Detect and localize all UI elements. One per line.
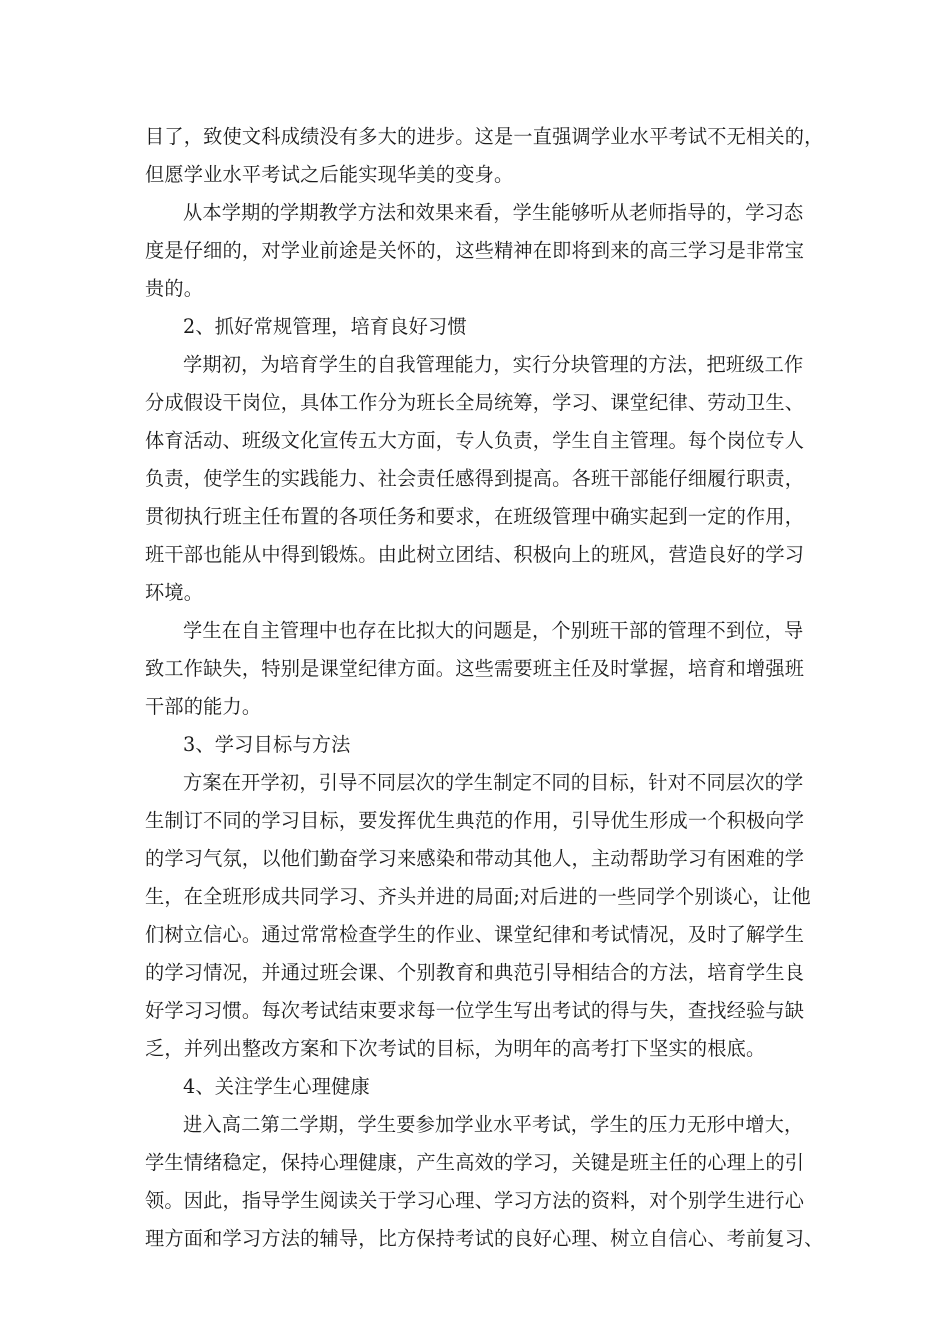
text-line: 4、关注学生心理健康 <box>183 1075 370 1098</box>
document-body <box>145 118 824 1258</box>
text-line: 干部的能力。 <box>145 695 262 718</box>
text-line: 领。因此，指导学生阅读关于学习心理、学习方法的资料，对个别学生进行心 <box>145 1189 805 1212</box>
text-line: 生，在全班形成共同学习、齐头并进的局面;对后进的一些同学个别谈心，让他 <box>145 885 811 908</box>
text-line: 贯彻执行班主任布置的各项任务和要求，在班级管理中确实起到一定的作用， <box>145 505 805 528</box>
text-line: 负责，使学生的实践能力、社会责任感得到提高。各班干部能仔细履行职责， <box>145 467 805 490</box>
text-line: 乏，并列出整改方案和下次考试的目标，为明年的高考打下坚实的根底。 <box>145 1037 766 1060</box>
text-line: 度是仔细的，对学业前途是关怀的，这些精神在即将到来的高三学习是非常宝 <box>145 239 805 262</box>
text-line: 环境。 <box>145 581 204 604</box>
text-line: 理方面和学习方法的辅导，比方保持考试的良好心理、树立自信心、考前复习、 <box>145 1227 824 1250</box>
text-line: 分成假设干岗位，具体工作分为班长全局统筹，学习、课堂纪律、劳动卫生、 <box>145 391 805 414</box>
text-line: 进入高二第二学期，学生要参加学业水平考试，学生的压力无形中增大， <box>183 1113 804 1136</box>
text-line: 学生情绪稳定，保持心理健康，产生高效的学习，关键是班主任的心理上的引 <box>145 1151 805 1174</box>
text-line: 班干部也能从中得到锻炼。由此树立团结、积极向上的班风，营造良好的学习 <box>145 543 805 566</box>
text-line: 致工作缺失，特别是课堂纪律方面。这些需要班主任及时掌握，培育和增强班 <box>145 657 805 680</box>
text-line: 学期初，为培育学生的自我管理能力，实行分块管理的方法，把班级工作 <box>183 353 804 376</box>
text-line: 体育活动、班级文化宣传五大方面，专人负责，学生自主管理。每个岗位专人 <box>145 429 805 452</box>
text-line: 从本学期的学期教学方法和效果来看，学生能够听从老师指导的，学习态 <box>183 201 804 224</box>
text-line: 好学习习惯。每次考试结束要求每一位学生写出考试的得与失，查找经验与缺 <box>145 999 805 1022</box>
text-line: 3、学习目标与方法 <box>183 733 351 756</box>
text-line: 贵的。 <box>145 277 204 300</box>
text-line: 学生在自主管理中也存在比拟大的问题是，个别班干部的管理不到位，导 <box>183 619 804 642</box>
text-line: 们树立信心。通过常常检查学生的作业、课堂纪律和考试情况，及时了解学生 <box>145 923 805 946</box>
text-line: 生制订不同的学习目标，要发挥优生典范的作用，引导优生形成一个积极向学 <box>145 809 805 832</box>
text-line: 的学习情况，并通过班会课、个别教育和典范引导相结合的方法，培育学生良 <box>145 961 805 984</box>
text-line: 目了，致使文科成绩没有多大的进步。这是一直强调学业水平考试不无相关的， <box>145 125 824 148</box>
text-line: 的学习气氛，以他们勤奋学习来感染和带动其他人，主动帮助学习有困难的学 <box>145 847 805 870</box>
text-line: 2、抓好常规管理，培育良好习惯 <box>183 315 467 338</box>
text-line: 方案在开学初，引导不同层次的学生制定不同的目标，针对不同层次的学 <box>183 771 804 794</box>
text-line: 但愿学业水平考试之后能实现华美的变身。 <box>145 163 514 186</box>
